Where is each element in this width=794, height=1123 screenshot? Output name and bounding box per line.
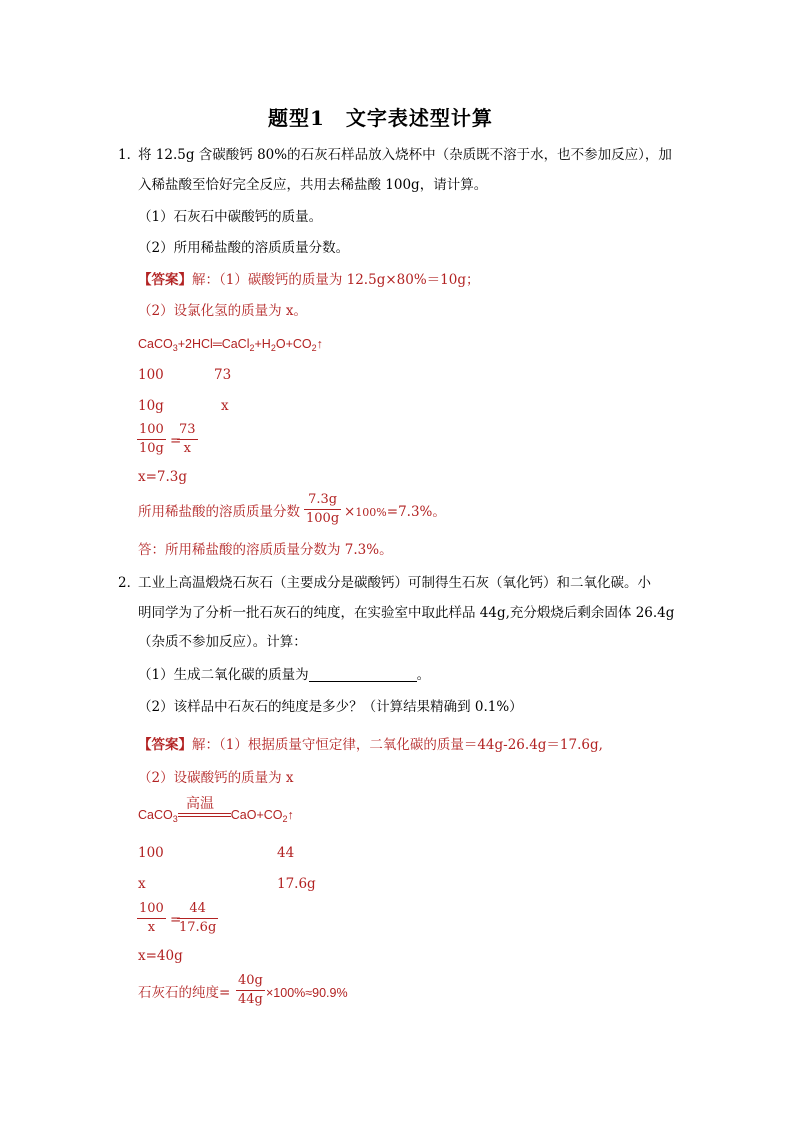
- fraction-bar: [137, 918, 166, 919]
- denominator: 10g: [139, 441, 164, 456]
- fraction-bar: [177, 918, 218, 919]
- formula-part: CaCO: [138, 337, 173, 351]
- answer-tag: 【答案】: [138, 272, 192, 288]
- subscript: 2: [270, 343, 276, 353]
- proportion-fraction: [177, 901, 218, 936]
- proportion-fraction: [177, 422, 198, 457]
- chemical-equation: [138, 806, 294, 824]
- gas-arrow-icon: ↑: [287, 808, 294, 822]
- answer-line: [138, 736, 603, 754]
- result: x=7.3g: [138, 469, 188, 485]
- formula-part: +2HCl═CaCl: [177, 337, 250, 351]
- subscript: 3: [172, 343, 178, 353]
- result: x=40g: [138, 948, 183, 964]
- page-title: 题型1 文字表述型计算: [268, 106, 493, 130]
- ratio-value: 73: [214, 367, 232, 383]
- denominator: 44g: [238, 992, 263, 1007]
- equation-double-line: [178, 816, 231, 817]
- ratio-value: 10g: [138, 398, 164, 414]
- question-stem: 入稀盐酸至恰好完全反应，共用去稀盐酸 100g，请计算。: [138, 177, 488, 193]
- numerator: 100: [139, 422, 164, 437]
- fraction-bar: [236, 990, 265, 991]
- fraction-bar: [137, 439, 166, 440]
- chemical-equation: [138, 335, 323, 353]
- denominator: x: [183, 441, 191, 456]
- sub-question: （2）该样品中石灰石的纯度是多少？（计算结果精确到 0.1%）: [138, 699, 523, 715]
- subscript: 2: [282, 814, 288, 824]
- numerator: 100: [139, 901, 164, 916]
- question-stem: 明同学为了分析一批石灰石的纯度，在实验室中取此样品 44g,充分煅烧后剩余固体 26.4g: [138, 605, 675, 621]
- purity-fraction: [236, 973, 265, 1008]
- answer-tag: 【答案】: [138, 737, 192, 753]
- percent-fraction: [304, 492, 341, 527]
- reaction-condition: 高温: [186, 796, 214, 812]
- equation-double-line: [178, 813, 231, 814]
- purity-result: ×100%≈90.9%: [266, 986, 348, 1000]
- sub-question: （1）石灰石中碳酸钙的质量。: [138, 209, 323, 225]
- answer-text: 解：（1）碳酸钙的质量为 12.5g×80%＝10g；: [192, 272, 480, 288]
- sub-question: （2）所用稀盐酸的溶质质量分数。: [138, 240, 350, 256]
- ratio-value: x: [221, 398, 229, 414]
- numerator: 73: [179, 422, 196, 437]
- denominator: x: [147, 920, 156, 935]
- ratio-value: 17.6g: [277, 876, 316, 892]
- proportion-fraction: [137, 901, 166, 936]
- answer-text: （2）设碳酸钙的质量为 x: [138, 770, 294, 786]
- percent-value: 100%: [355, 506, 387, 519]
- subscript: 3: [172, 814, 178, 824]
- sub-question-text: 。: [416, 667, 431, 683]
- formula-part: CaO+CO: [230, 808, 283, 822]
- answer-text: （2）设氯化氢的质量为 x。: [138, 303, 307, 319]
- gas-arrow-icon: ↑: [316, 337, 323, 351]
- question-stem: 将 12.5g 含碳酸钙 80%的石灰石样品放入烧杯中（杂质既不溶于水，也不参加反应），加: [138, 147, 672, 163]
- ratio-value: 100: [138, 367, 164, 383]
- question-stem: 工业上高温煅烧石灰石（主要成分是碳酸钙）可制得生石灰（氧化钙）和二氧化碳。小: [138, 575, 651, 591]
- equals-sign: =: [170, 433, 182, 449]
- formula-part: CaCO: [138, 808, 173, 822]
- question-number: 1．: [118, 147, 141, 163]
- subscript: 2: [311, 343, 317, 353]
- denominator: 100g: [306, 511, 340, 526]
- question-stem: （杂质不参加反应）。计算：: [138, 634, 307, 650]
- sub-question: [138, 666, 430, 684]
- answer-text: 解：（1）根据质量守恒定律，二氧化碳的质量＝44g-26.4g＝17.6g,: [192, 737, 603, 753]
- fraction-bar: [304, 509, 341, 510]
- times-sign: ×: [344, 504, 356, 520]
- ratio-value: 100: [138, 845, 164, 861]
- purity-prefix: 石灰石的纯度=: [138, 985, 231, 1001]
- percent-suffix: [344, 503, 446, 522]
- subscript: 2: [249, 343, 255, 353]
- fraction-bar: [177, 439, 198, 440]
- numerator: 44: [189, 901, 206, 916]
- answer-line: [138, 271, 479, 289]
- ratio-value: 44: [277, 845, 295, 861]
- formula-part: +H: [254, 337, 271, 351]
- numerator: 7.3g: [308, 492, 338, 507]
- sub-question-text: （1）生成二氧化碳的质量为: [138, 667, 309, 683]
- ratio-value: x: [138, 876, 146, 892]
- answer-blank[interactable]: [309, 667, 417, 682]
- equals-sign: =: [170, 912, 182, 928]
- question-number: 2．: [118, 575, 141, 591]
- denominator: 17.6g: [179, 920, 217, 935]
- percent-prefix: 所用稀盐酸的溶质质量分数: [138, 504, 300, 520]
- numerator: 40g: [238, 973, 263, 988]
- conclusion: 答：所用稀盐酸的溶质质量分数为 7.3%。: [138, 542, 393, 558]
- proportion-fraction: [137, 422, 166, 457]
- formula-part: O+CO: [275, 337, 312, 351]
- percent-result: =7.3%。: [386, 504, 446, 520]
